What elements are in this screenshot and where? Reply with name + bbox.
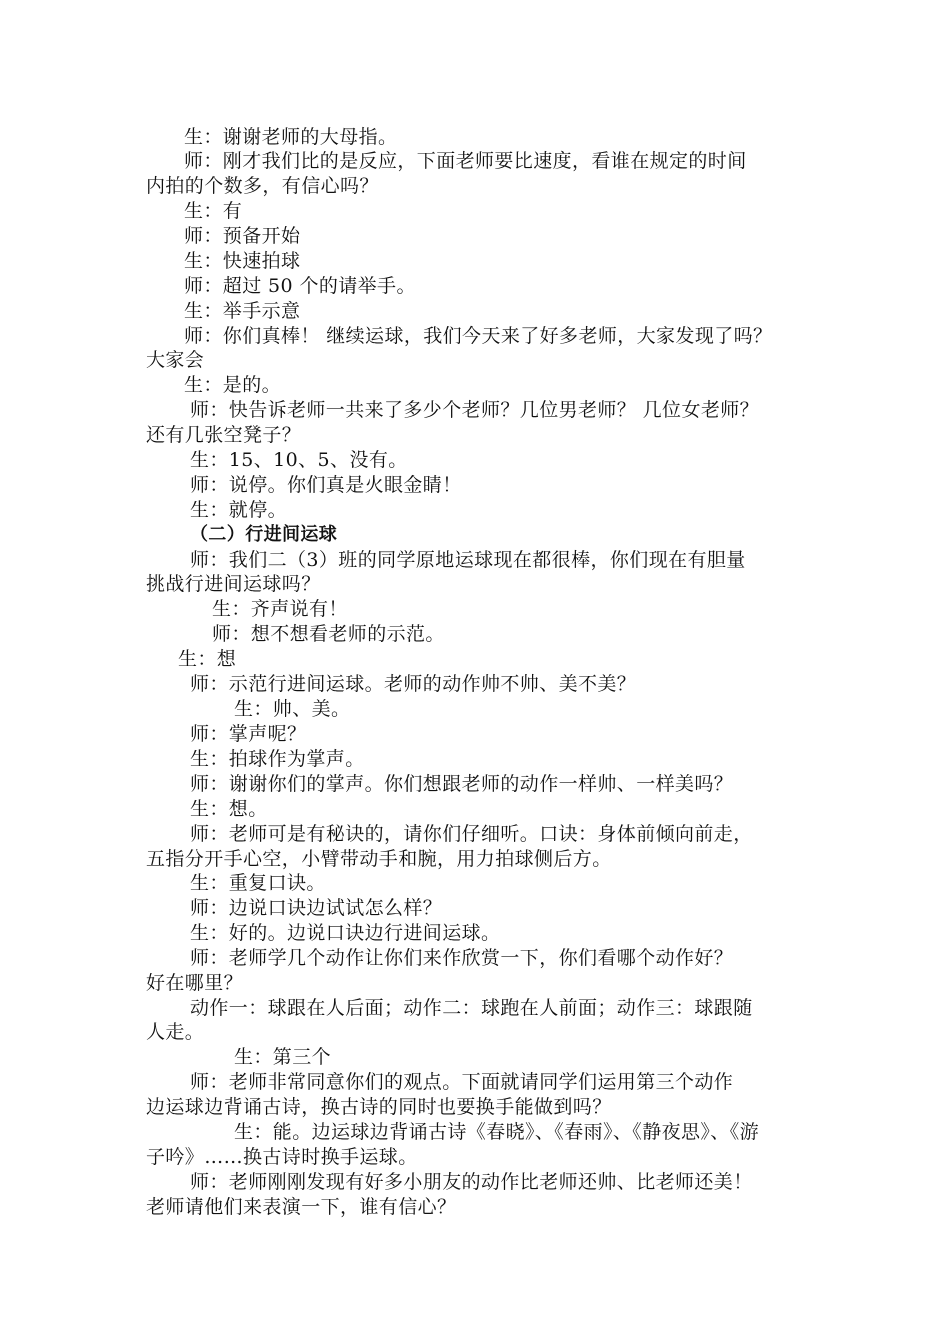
- text-line: 大家会: [146, 349, 205, 371]
- text-line: 生：齐声说有！: [212, 598, 348, 620]
- text-line: 师：快告诉老师一共来了多少个老师？几位男老师？ 几位女老师？: [190, 399, 760, 421]
- text-line: 生：就停。: [190, 499, 288, 521]
- text-line: 师：老师学几个动作让你们来作欣赏一下，你们看哪个动作好？: [190, 947, 734, 969]
- text-line: 生：第三个: [234, 1046, 332, 1068]
- text-line: 师：谢谢你们的掌声。你们想跟老师的动作一样帅、一样美吗？: [190, 773, 734, 795]
- text-line: 生：谢谢老师的大母指。: [184, 126, 398, 148]
- text-line: 师：刚才我们比的是反应，下面老师要比速度，看谁在规定的时间: [184, 150, 747, 172]
- text-line: 老师请他们来表演一下，谁有信心？: [146, 1196, 457, 1218]
- text-line: 生：帅、美。: [234, 698, 351, 720]
- text-line: 师：老师可是有秘诀的，请你们仔细听。口诀：身体前倾向前走，: [190, 823, 753, 845]
- text-line: 生：有: [184, 200, 243, 222]
- text-line: 师：我们二（3）班的同学原地运球现在都很棒，你们现在有胆量: [190, 549, 746, 571]
- text-line: 动作一：球跟在人后面；动作二：球跑在人前面；动作三：球跟随: [190, 997, 753, 1019]
- text-line: 挑战行进间运球吗？: [146, 573, 321, 595]
- text-line: 师：想不想看老师的示范。: [212, 623, 445, 645]
- text-line: 生：举手示意: [184, 300, 301, 322]
- text-line: 师：预备开始: [184, 225, 301, 247]
- text-line: 内拍的个数多，有信心吗？: [146, 175, 379, 197]
- text-line: 生：快速拍球: [184, 250, 301, 272]
- text-line: 边运球边背诵古诗，换古诗的同时也要换手能做到吗？: [146, 1096, 612, 1118]
- text-line: 师：说停。你们真是火眼金睛！: [190, 474, 462, 496]
- text-line: 师：示范行进间运球。老师的动作帅不帅、美不美？: [190, 673, 637, 695]
- text-line: 生：想: [178, 648, 237, 670]
- text-line: 生：想。: [190, 798, 268, 820]
- text-line: 师：老师非常同意你们的观点。下面就请同学们运用第三个动作: [190, 1071, 734, 1093]
- text-line: 好在哪里？: [146, 972, 244, 994]
- section-heading: （二）行进间运球: [190, 524, 338, 545]
- text-line: 子吟》……换古诗时换手运球。: [146, 1146, 418, 1168]
- text-line: 生：能。边运球边背诵古诗《春晓》、《春雨》、《静夜思》、《游: [234, 1121, 760, 1143]
- text-line: 师：你们真棒！ 继续运球，我们今天来了好多老师，大家发现了吗？: [184, 325, 773, 347]
- text-line: 生：拍球作为掌声。: [190, 748, 365, 770]
- text-line: 师：掌声呢？: [190, 723, 307, 745]
- text-line: 生：是的。: [184, 374, 282, 396]
- text-line: 生：好的。边说口诀边行进间运球。: [190, 922, 501, 944]
- text-line: 人走。: [146, 1021, 205, 1043]
- text-line: 生：15、10、5、没有。: [190, 449, 408, 471]
- text-line: 师：老师刚刚发现有好多小朋友的动作比老师还帅、比老师还美！: [190, 1171, 753, 1193]
- text-line: 师：边说口诀边试试怎么样？: [190, 897, 443, 919]
- text-line: 师：超过 50 个的请举手。: [184, 275, 416, 297]
- text-line: 五指分开手心空，小臂带动手和腕，用力拍球侧后方。: [146, 848, 612, 870]
- text-line: 还有几张空凳子？: [146, 424, 302, 446]
- text-line: 生：重复口诀。: [190, 872, 326, 894]
